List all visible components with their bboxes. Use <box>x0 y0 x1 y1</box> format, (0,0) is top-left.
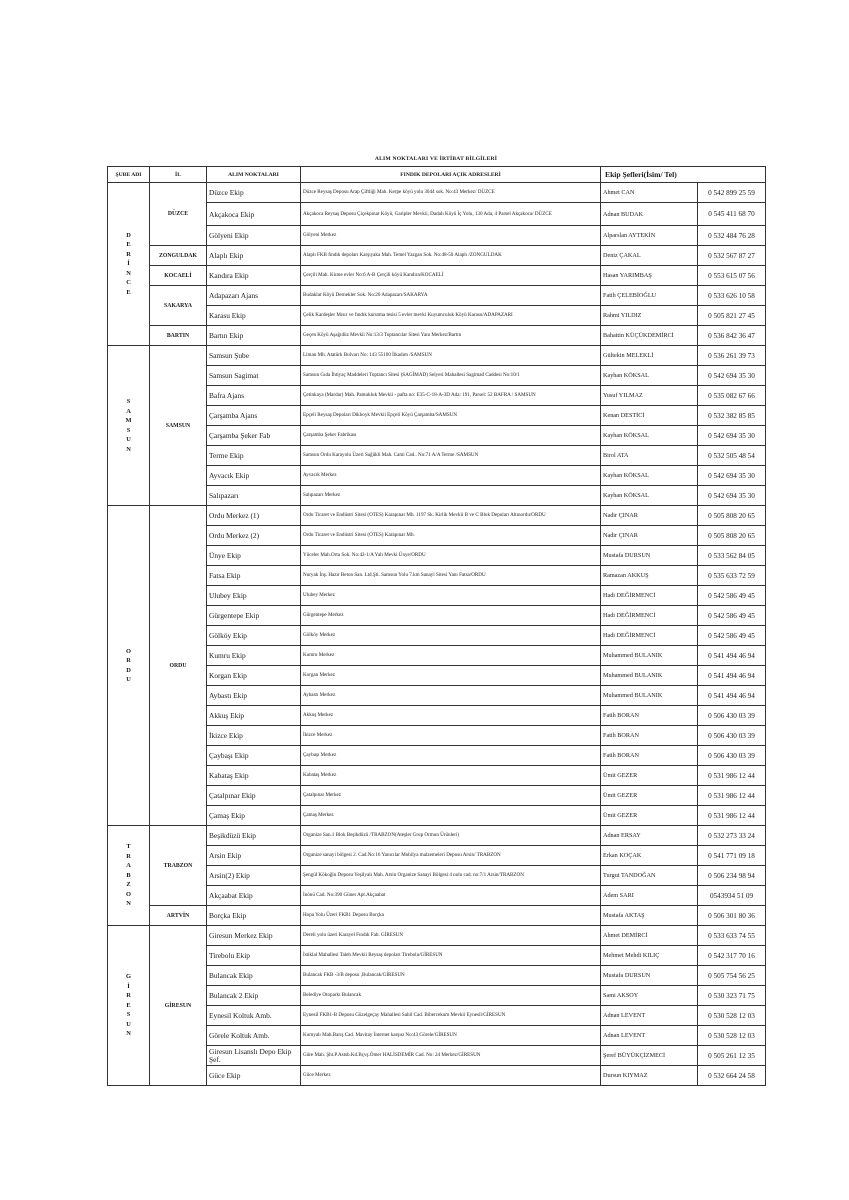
phone-cell: 0 531 986 12 44 <box>698 766 766 786</box>
province-name-cell: GİRESUN <box>150 926 207 1086</box>
phone-cell: 0 505 754 56 25 <box>698 966 766 986</box>
purchase-point-cell: Akçaabat Ekip <box>207 886 301 906</box>
table-row <box>108 183 766 203</box>
chief-name-cell: Adnan BUDAK <box>601 203 698 226</box>
phone-cell: 0 535 082 67 66 <box>698 386 766 406</box>
phone-cell: 0 542 694 35 30 <box>698 366 766 386</box>
purchase-point-cell: Tirebolu Ekip <box>207 946 301 966</box>
chief-name-cell: Hasan YARIMBAŞ <box>601 266 698 286</box>
address-cell: Çelik Kardeşler Mısır ve fındık kurutma tesisi 5 evler mevki Kuyumculuk Köyü Karasu/ADAPAZARI <box>301 306 601 326</box>
phone-cell: 0 530 323 71 75 <box>698 986 766 1006</box>
purchase-point-cell: Akkuş Ekip <box>207 706 301 726</box>
address-cell: Kumyalı Mah.Barış Cad. Mavitay İnternet karşısı No:43 Görele/GİRESUN <box>301 1026 601 1046</box>
chief-name-cell: Mustafa DURSUN <box>601 966 698 986</box>
purchase-point-cell: Bulancak Ekip <box>207 966 301 986</box>
phone-cell: 0 505 808 20 65 <box>698 526 766 546</box>
purchase-point-cell: Salıpazarı <box>207 486 301 506</box>
address-cell: Güre Mah. Şht.P.Astsb.Kd.Bçvş.Ömer HALİSDEMİR Cad. No: 24 Merkez/GİRESUN <box>301 1046 601 1066</box>
table-row <box>108 586 766 606</box>
purchase-point-cell: Aybastı Ekip <box>207 686 301 706</box>
chief-name-cell: Adnan ERSAY <box>601 826 698 846</box>
table-row <box>108 566 766 586</box>
phone-cell: 0 535 633 72 59 <box>698 566 766 586</box>
purchase-point-cell: Samsun Şube <box>207 346 301 366</box>
table-row <box>108 826 766 846</box>
province-name-cell: BARTIN <box>150 326 207 346</box>
table-row <box>108 726 766 746</box>
chief-name-cell: Adnan LEVENT <box>601 1026 698 1046</box>
contact-table <box>107 166 766 1086</box>
address-cell: Şengül Kökoğlu Deposu Yeşilyalı Mah. Arsin Organize Sanayi Bölgesi 4 nolu cad. no:7/1 Arsin/TRABZON <box>301 866 601 886</box>
purchase-point-cell: Gürgentepe Ekip <box>207 606 301 626</box>
province-name-cell: ZONGULDAK <box>150 246 207 266</box>
chief-name-cell: Hadi DEĞİRMENCİ <box>601 626 698 646</box>
table-row <box>108 1006 766 1026</box>
purchase-point-cell: Çamaş Ekip <box>207 806 301 826</box>
address-cell: Ordu Ticaret ve Endüstri Sitesi (OTES) Karapınar Mh. 1197 Sk. Kirlik Mevkii B ve C Blok Depoları Altınordu/ORDU <box>301 506 601 526</box>
purchase-point-cell: Terme Ekip <box>207 446 301 466</box>
phone-cell: 0 541 771 09 18 <box>698 846 766 866</box>
address-cell: Gürgentepe Merkez <box>301 606 601 626</box>
chief-name-cell: Ümit GEZER <box>601 806 698 826</box>
purchase-point-cell: Borçka Ekip <box>207 906 301 926</box>
chief-name-cell: Muhammed BULANIK <box>601 666 698 686</box>
address-cell: İnönü Cad. No:390 Güner Apt.Akçaabat <box>301 886 601 906</box>
purchase-point-cell: İkizce Ekip <box>207 726 301 746</box>
chief-name-cell: Muhammed BULANIK <box>601 686 698 706</box>
address-cell: Epçeli Reysaş Depoları Dikboyk Mevkii Epçeli Köyü Çarşamba/SAMSUN <box>301 406 601 426</box>
purchase-point-cell: Güce Ekip <box>207 1066 301 1086</box>
phone-cell: 0 536 261 39 73 <box>698 346 766 366</box>
address-cell: Salıpazarı Merkez <box>301 486 601 506</box>
phone-cell: 0 542 317 70 16 <box>698 946 766 966</box>
address-cell: Çetinkaya (Mardar) Mah. Pamukluk Mevkii - pafta no: E35-C-18-A-3D Ada: 191, Parsel: 52 BAFRA / SAMSUN <box>301 386 601 406</box>
address-cell: Korgan Merkez <box>301 666 601 686</box>
purchase-point-cell: Bulancak 2 Ekip <box>207 986 301 1006</box>
chief-name-cell: Fatih BORAN <box>601 726 698 746</box>
chief-name-cell: Birol ATA <box>601 446 698 466</box>
phone-cell: 0 542 586 49 45 <box>698 626 766 646</box>
table-row <box>108 886 766 906</box>
chief-name-cell: Fatih BORAN <box>601 746 698 766</box>
address-cell: Organize San.1 Blok Beşikdüzü /TRABZON(Ateşler Grup Ormun Ürünleri) <box>301 826 601 846</box>
chief-name-cell: Ahmet CAN <box>601 183 698 203</box>
purchase-point-cell: Çarşamba Ajans <box>207 406 301 426</box>
phone-cell: 0 542 694 35 30 <box>698 466 766 486</box>
chief-name-cell: Şeref BÜYÜKÇİZMECİ <box>601 1046 698 1066</box>
purchase-point-cell: Beşikdüzü Ekip <box>207 826 301 846</box>
phone-cell: 0 553 615 07 56 <box>698 266 766 286</box>
chief-name-cell: Nadir ÇINAR <box>601 506 698 526</box>
phone-cell: 0 532 567 87 27 <box>698 246 766 266</box>
table-row <box>108 766 766 786</box>
address-cell: Budaklar Köyü Dernekler Sok. No:20 Adapazarı/SAKARYA <box>301 286 601 306</box>
phone-cell: 0 532 664 24 58 <box>698 1066 766 1086</box>
address-cell: Gölyeni Merkez <box>301 226 601 246</box>
table-row <box>108 986 766 1006</box>
chief-name-cell: Ahmet DEMİRCİ <box>601 926 698 946</box>
phone-cell: 0 541 494 46 94 <box>698 646 766 666</box>
table-row <box>108 786 766 806</box>
document-title: ALIM NOKTALARI VE İRTİBAT BİLGİLERİ <box>374 156 498 162</box>
address-cell: Eynesil FKB1-B Deposu Güzelgeçay Mahallesi Sahil Cad. Bibercekum Mevkii Eynesil/GİRESUN <box>301 1006 601 1026</box>
purchase-point-cell: Bartın Ekip <box>207 326 301 346</box>
branch-name-cell: D E R İ N C E <box>108 183 150 346</box>
header-il: İL <box>150 167 207 183</box>
phone-cell: 0 542 586 49 45 <box>698 586 766 606</box>
purchase-point-cell: Arsin Ekip <box>207 846 301 866</box>
chief-name-cell: Mustafa AKTAŞ <box>601 906 698 926</box>
address-cell: Samsun Gıda İhtiyaç Maddeleri Toptancı Sitesi (SAGİMAD) Selyeri Mahallesi Sagimad Caddesi No:10/1 <box>301 366 601 386</box>
chief-name-cell: Fatih ÇELEBİOĞLU <box>601 286 698 306</box>
address-cell: Akkuş Merkez <box>301 706 601 726</box>
purchase-point-cell: Ayvacık Ekip <box>207 466 301 486</box>
table-row <box>108 866 766 886</box>
purchase-point-cell: Çatalpınar Ekip <box>207 786 301 806</box>
address-cell: Geçen Köyü Aşağıdüz Mevkii No:13/3 Toptancılar Sitesi Yanı Merkez/Bartın <box>301 326 601 346</box>
province-name-cell: DÜZCE <box>150 183 207 246</box>
chief-name-cell: Bahattin KÜÇÜKDEMİRCİ <box>601 326 698 346</box>
address-cell: Nuryak İnş. Hazır Beton San. Ltd.Şti. Samsun Yolu 7.km Sanayi Sitesi Yanı Fatsa/ORDU <box>301 566 601 586</box>
address-cell: Hopa Yolu Üzeri FKB1 Deposu Borçka <box>301 906 601 926</box>
phone-cell: 0 531 986 12 44 <box>698 806 766 826</box>
phone-cell: 0 531 986 12 44 <box>698 786 766 806</box>
address-cell: Düzce Reysaş Deposu Arap Çiftliği Mah. Kerpe köyü yolu 3044 sok. No:43 Merkez/ DÜZCE <box>301 183 601 203</box>
address-cell: Çatalpınar Merkez <box>301 786 601 806</box>
chief-name-cell: Muhammed BULANIK <box>601 646 698 666</box>
table-row <box>108 406 766 426</box>
phone-cell: 0 533 626 10 58 <box>698 286 766 306</box>
phone-cell: 0 530 528 12 03 <box>698 1026 766 1046</box>
chief-name-cell: Hadi DEĞİRMENCİ <box>601 606 698 626</box>
chief-name-cell: Erkan KOÇAK <box>601 846 698 866</box>
chief-name-cell: Mustafa DURSUN <box>601 546 698 566</box>
phone-cell: 0 536 842 36 47 <box>698 326 766 346</box>
table-row <box>108 506 766 526</box>
table-row <box>108 466 766 486</box>
table-row <box>108 646 766 666</box>
province-name-cell: ARTVİN <box>150 906 207 926</box>
address-cell: Gölköy Merkez <box>301 626 601 646</box>
purchase-point-cell: Samsun Sagimat <box>207 366 301 386</box>
phone-cell: 0 532 382 85 85 <box>698 406 766 426</box>
address-cell: Ayvacık Merkez <box>301 466 601 486</box>
phone-cell: 0 506 430 03 39 <box>698 746 766 766</box>
purchase-point-cell: Görele Koltuk Amb. <box>207 1026 301 1046</box>
purchase-point-cell: Düzce Ekip <box>207 183 301 203</box>
table-row <box>108 246 766 266</box>
chief-name-cell: Yusuf YILMAZ <box>601 386 698 406</box>
phone-cell: 0 542 586 49 45 <box>698 606 766 626</box>
table-row <box>108 686 766 706</box>
purchase-point-cell: Çarşamba Şeker Fab <box>207 426 301 446</box>
table-row <box>108 486 766 506</box>
phone-cell: 0 545 411 68 70 <box>698 203 766 226</box>
phone-cell: 0543934 51 09 <box>698 886 766 906</box>
phone-cell: 0 505 261 12 35 <box>698 1046 766 1066</box>
purchase-point-cell: Ordu Merkez (2) <box>207 526 301 546</box>
table-row <box>108 286 766 306</box>
chief-name-cell: Kayhan KÖKSAL <box>601 466 698 486</box>
table-row <box>108 806 766 826</box>
purchase-point-cell: Korgan Ekip <box>207 666 301 686</box>
phone-cell: 0 542 694 35 30 <box>698 486 766 506</box>
purchase-point-cell: Kabataş Ekip <box>207 766 301 786</box>
address-cell: Alaplı FKB fındık depoları Karşıyaka Mah. Temel Yazgan Sok. No:48-50 Alaplı /ZONGULDAK <box>301 246 601 266</box>
address-cell: Çerçili Mah. Kiıme evler No:6 A-B Çerçili köyü Kandıra/KOCAELİ <box>301 266 601 286</box>
address-cell: Ordu Ticaret ve Endüstri Sitesi (OTES) Karapınar Mh. <box>301 526 601 546</box>
table-row <box>108 606 766 626</box>
table-row <box>108 746 766 766</box>
table-row <box>108 326 766 346</box>
purchase-point-cell: Kandıra Ekip <box>207 266 301 286</box>
header-alim-noktalari: ALIM NOKTALARI <box>207 167 301 183</box>
purchase-point-cell: Giresun Merkez Ekip <box>207 926 301 946</box>
address-cell: Ulubey Merkez <box>301 586 601 606</box>
table-row <box>108 906 766 926</box>
phone-cell: 0 532 505 48 54 <box>698 446 766 466</box>
header-adresler: FINDIK DEPOLARI AÇIK ADRESLERİ <box>301 167 601 183</box>
branch-name-cell: G İ R E S U N <box>108 926 150 1086</box>
chief-name-cell: Ümit GEZER <box>601 786 698 806</box>
chief-name-cell: Nadir ÇINAR <box>601 526 698 546</box>
chief-name-cell: Sami AKSOY <box>601 986 698 1006</box>
province-name-cell: KOCAELİ <box>150 266 207 286</box>
purchase-point-cell: Bafra Ajans <box>207 386 301 406</box>
address-cell: Organize sanayi bölgesi 2. Cad.No:16 Yanıcılar Mobilya malzemeleri Deposu Arsin/ TRABZON <box>301 846 601 866</box>
phone-cell: 0 530 528 12 03 <box>698 1006 766 1026</box>
table-row <box>108 1066 766 1086</box>
purchase-point-cell: Akçakoca Ekip <box>207 203 301 226</box>
table-row <box>108 426 766 446</box>
purchase-point-cell: Gölyeni Ekip <box>207 226 301 246</box>
address-cell: Çamaş Merkez <box>301 806 601 826</box>
chief-name-cell: Hadi DEĞİRMENCİ <box>601 586 698 606</box>
table-row <box>108 386 766 406</box>
document-sheet <box>107 152 765 1086</box>
header-row <box>108 167 766 183</box>
address-cell: Samsun Ordu Karayolu Üzeri Sağükli Mah. Cami Cad.. No:71 A/A Terme /SAMSUN <box>301 446 601 466</box>
address-cell: Çarşamba Şeker Fabrikası <box>301 426 601 446</box>
table-row <box>108 966 766 986</box>
phone-cell: 0 532 273 33 24 <box>698 826 766 846</box>
table-row <box>108 706 766 726</box>
table-row <box>108 346 766 366</box>
purchase-point-cell: Gölköy Ekip <box>207 626 301 646</box>
phone-cell: 0 541 494 46 94 <box>698 666 766 686</box>
phone-cell: 0 505 808 20 65 <box>698 506 766 526</box>
table-body <box>108 183 766 1086</box>
purchase-point-cell: Arsin(2) Ekip <box>207 866 301 886</box>
address-cell: İkizce Merkez <box>301 726 601 746</box>
province-name-cell: ORDU <box>150 506 207 826</box>
address-cell: Dereli yolu üzeri Karayel Fındık Fab. GİRESUN <box>301 926 601 946</box>
table-row <box>108 1046 766 1066</box>
table-row <box>108 306 766 326</box>
phone-cell: 0 542 694 35 30 <box>698 426 766 446</box>
table-row <box>108 226 766 246</box>
address-cell: Çaybaşı Merkez <box>301 746 601 766</box>
table-row <box>108 926 766 946</box>
table-row <box>108 666 766 686</box>
chief-name-cell: Kayhan KÖKSAL <box>601 486 698 506</box>
purchase-point-cell: Çaybaşı Ekip <box>207 746 301 766</box>
chief-name-cell: Fatih BORAN <box>601 706 698 726</box>
purchase-point-cell: Karasu Ekip <box>207 306 301 326</box>
table-row <box>108 366 766 386</box>
phone-cell: 0 532 484 76 28 <box>698 226 766 246</box>
table-row <box>108 1026 766 1046</box>
address-cell: Aybastı Merkez <box>301 686 601 706</box>
purchase-point-cell: Giresun Lisanslı Depo Ekip Şef. <box>207 1046 301 1066</box>
purchase-point-cell: Fatsa Ekip <box>207 566 301 586</box>
province-name-cell: TRABZON <box>150 826 207 906</box>
chief-name-cell: Gültekin MELEKLİ <box>601 346 698 366</box>
chief-name-cell: Adnan LEVENT <box>601 1006 698 1026</box>
table-row <box>108 546 766 566</box>
table-row <box>108 846 766 866</box>
table-row <box>108 446 766 466</box>
address-cell: İstiklal Mahallesi Taleh Mevkii Reysaş depoları Tirebolu/GİRESUN <box>301 946 601 966</box>
phone-cell: 0 506 430 03 39 <box>698 706 766 726</box>
province-name-cell: SAKARYA <box>150 286 207 326</box>
chief-name-cell: Kenan DESTİCİ <box>601 406 698 426</box>
table-row <box>108 526 766 546</box>
chief-name-cell: Ümit GEZER <box>601 766 698 786</box>
phone-cell: 0 505 821 27 45 <box>698 306 766 326</box>
chief-name-cell: Dursun KIYMAZ <box>601 1066 698 1086</box>
chief-name-cell: Alparslan AYTEKİN <box>601 226 698 246</box>
province-name-cell: SAMSUN <box>150 346 207 506</box>
table-row <box>108 203 766 226</box>
address-cell: Kabataş Merkez <box>301 766 601 786</box>
chief-name-cell: Mehmet Mehdi KILIÇ <box>601 946 698 966</box>
chief-name-cell: Turgut TANDOĞAN <box>601 866 698 886</box>
address-cell: Bulancak FKB -3/B deposu ,Bulancak/GİRESUN <box>301 966 601 986</box>
header-sube: ŞUBE ADI <box>108 167 150 183</box>
address-cell: Güce Merkez <box>301 1066 601 1086</box>
phone-cell: 0 506 234 98 94 <box>698 866 766 886</box>
address-cell: Yüceler Mah.Orta Sok. No:42-1/A Yalı Mevki Ünye/ORDU <box>301 546 601 566</box>
address-cell: Akçakoca Reysaş Deposu Çiçekpınar Köyü, Garipler Mevkii, Dadalı Köyü İç Yolu, 130 Ada, 4 Parsel Akçakoca/ DÜZCE <box>301 203 601 226</box>
purchase-point-cell: Alaplı Ekip <box>207 246 301 266</box>
address-cell: Liman Mh. Atatürk Bulvarı No: 143 55100 İlkadım /SAMSUN <box>301 346 601 366</box>
phone-cell: 0 541 494 46 94 <box>698 686 766 706</box>
branch-name-cell: O R D U <box>108 506 150 826</box>
header-ekip-sefleri: Ekip Şefleri(İsim/ Tel) <box>601 167 766 183</box>
chief-name-cell: Kayhan KÖKSAL <box>601 366 698 386</box>
phone-cell: 0 506 301 80 36 <box>698 906 766 926</box>
purchase-point-cell: Kumru Ekip <box>207 646 301 666</box>
phone-cell: 0 506 430 03 39 <box>698 726 766 746</box>
purchase-point-cell: Eynesil Koltuk Amb. <box>207 1006 301 1026</box>
branch-name-cell: T R A B Z O N <box>108 826 150 926</box>
address-cell: Belediye Otoparkı Bulancak <box>301 986 601 1006</box>
purchase-point-cell: Ulubey Ekip <box>207 586 301 606</box>
phone-cell: 0 533 562 84 05 <box>698 546 766 566</box>
phone-cell: 0 542 899 25 59 <box>698 183 766 203</box>
table-row <box>108 626 766 646</box>
purchase-point-cell: Ünye Ekip <box>207 546 301 566</box>
chief-name-cell: Rahmi YILDIZ <box>601 306 698 326</box>
table-row <box>108 946 766 966</box>
chief-name-cell: Kayhan KÖKSAL <box>601 426 698 446</box>
branch-name-cell: S A M S U N <box>108 346 150 506</box>
chief-name-cell: Adem SARI <box>601 886 698 906</box>
purchase-point-cell: Ordu Merkez (1) <box>207 506 301 526</box>
purchase-point-cell: Adapazarı Ajans <box>207 286 301 306</box>
table-row <box>108 266 766 286</box>
address-cell: Kumru Merkez <box>301 646 601 666</box>
chief-name-cell: Deniz ÇAKAL <box>601 246 698 266</box>
chief-name-cell: Ramazan AKKUŞ <box>601 566 698 586</box>
phone-cell: 0 533 633 74 55 <box>698 926 766 946</box>
